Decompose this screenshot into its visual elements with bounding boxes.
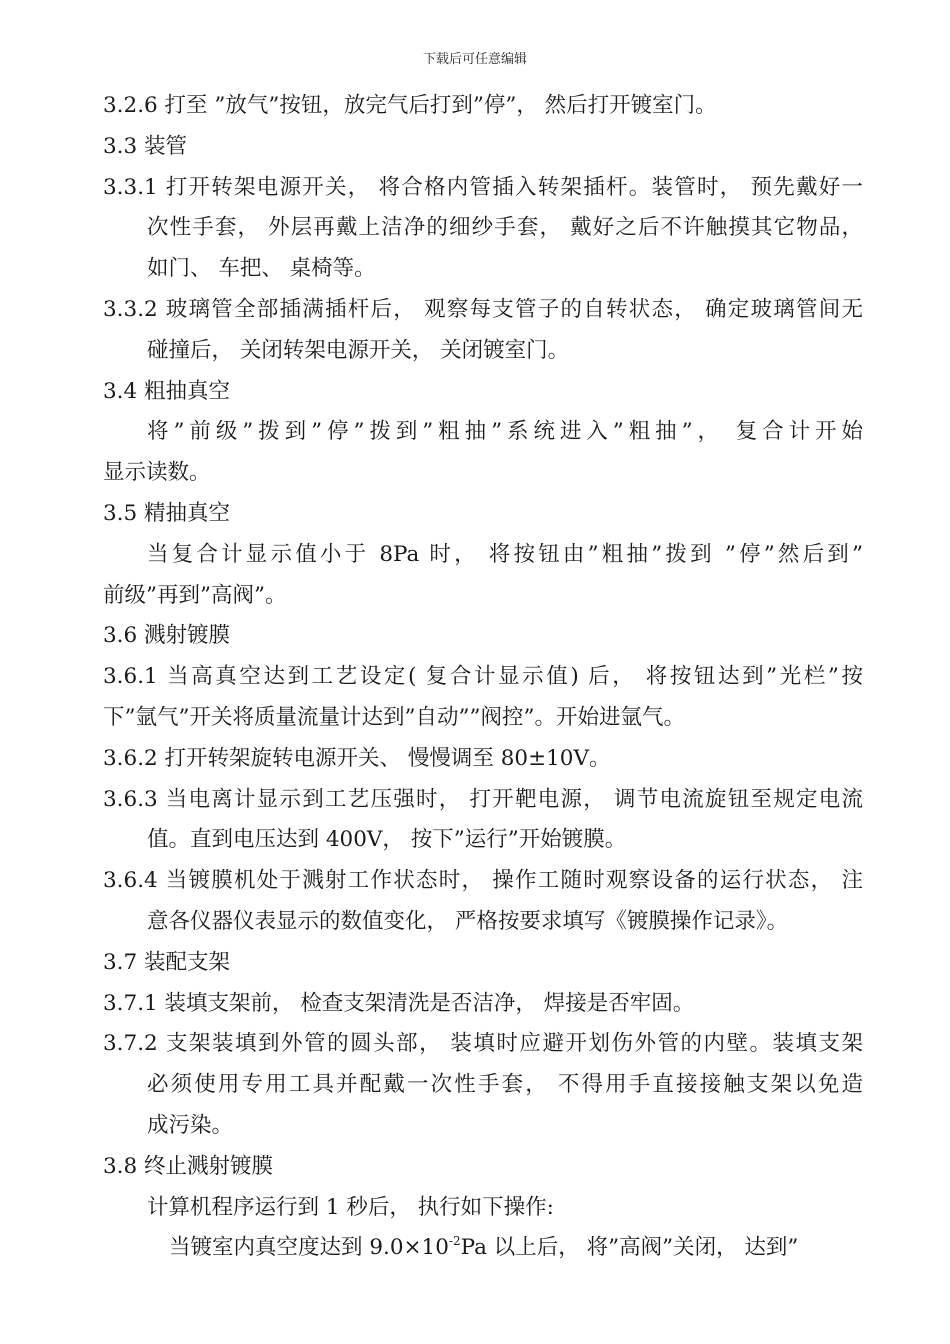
section-3-6-4-line-1: 3.6.4 当镀膜机处于溅射工作状态时， 操作工随时观察设备的运行状态， 注 (103, 868, 863, 894)
section-3-6-4-line-2: 意各仪器仪表显示的数值变化， 严格按要求填写《镀膜操作记录》。 (147, 908, 789, 934)
section-3-7-1-line: 3.7.1 装填支架前， 检查支架清洗是否洁净， 焊接是否牢固。 (103, 990, 695, 1016)
page-header: 下载后可任意编辑 (422, 52, 527, 67)
section-3-7-2-line-3: 成污染。 (147, 1112, 234, 1138)
section-3-6-1-line-2: 下”氩气”开关将质量流量计达到”自动””阀控”。开始进氩气。 (103, 704, 685, 730)
vacuum-text-before: 当镀室内真空度达到 9.0×10 (169, 1235, 449, 1261)
section-3-7-heading: 3.7 装配支架 (103, 949, 231, 975)
section-3-3-1-line-2: 次性手套， 外层再戴上洁净的细纱手套， 戴好之后不许触摸其它物品， (147, 215, 863, 241)
section-3-3-1-line-1: 3.3.1 打开转架电源开关， 将合格内管插入转架插杆。装管时， 预先戴好一 (103, 174, 863, 200)
section-3-6-1-line-1: 3.6.1 当高真空达到工艺设定( 复合计显示值) 后， 将按钮达到”光栏”按 (103, 664, 863, 690)
exponent: -2 (448, 1234, 461, 1249)
section-3-7-2-line-2: 必须使用专用工具并配戴一次性手套， 不得用手直接接触支架以免造 (147, 1072, 863, 1098)
section-3-3-1-line-3: 如门、 车把、 桌椅等。 (147, 256, 376, 282)
section-3-6-heading: 3.6 溅射镀膜 (103, 623, 231, 649)
section-3-2-6-line: 3.2.6 打至 ”放气”按钮，放完气后打到”停”， 然后打开镀室门。 (103, 93, 717, 118)
section-3-8-heading: 3.8 终止溅射镀膜 (103, 1153, 274, 1179)
section-3-3-2-line-1: 3.3.2 玻璃管全部插满插杆后， 观察每支管子的自转状态， 确定玻璃管间无 (103, 296, 863, 322)
vacuum-text-after: Pa 以上后， 将”高阀”关闭， 达到” (460, 1235, 799, 1261)
document-body (103, 86, 863, 1269)
section-3-7-2-line-1: 3.7.2 支架装填到外管的圆头部， 装填时应避开划伤外管的内壁。装填支架 (103, 1031, 863, 1057)
section-3-6-3-line-2: 值。直到电压达到 400V， 按下”运行”开始镀膜。 (147, 827, 627, 853)
section-3-8-paragraph-line-1: 计算机程序运行到 1 秒后， 执行如下操作: (147, 1194, 554, 1220)
section-3-4-paragraph-line-2: 显示读数。 (103, 460, 211, 486)
section-3-8-paragraph-line-2 (103, 1228, 863, 1269)
section-3-6-2-line: 3.6.2 打开转架旋转电源开关、 慢慢调至 80±10V。 (103, 745, 611, 771)
section-3-5-paragraph-line-1: 当复合计显示值小于 8Pa 时， 将按钮由”粗抽”拨到 ”停”然后到” (147, 541, 863, 567)
section-3-5-paragraph-line-2: 前级”再到”高阀”。 (103, 582, 287, 608)
section-3-3-heading: 3.3 装管 (103, 133, 188, 159)
section-3-6-3-line-1: 3.6.3 当电离计显示到工艺压强时， 打开靶电源， 调节电流旋钮至规定电流 (103, 786, 863, 812)
section-3-4-paragraph-line-1: 将”前级”拨到”停”拨到”粗抽”系统进入”粗抽”， 复合计开始 (147, 419, 863, 445)
section-3-5-heading: 3.5 精抽真空 (103, 500, 231, 526)
section-3-4-heading: 3.4 粗抽真空 (103, 378, 231, 404)
section-3-3-2-line-2: 碰撞后， 关闭转架电源开关， 关闭镀室门。 (147, 337, 570, 363)
